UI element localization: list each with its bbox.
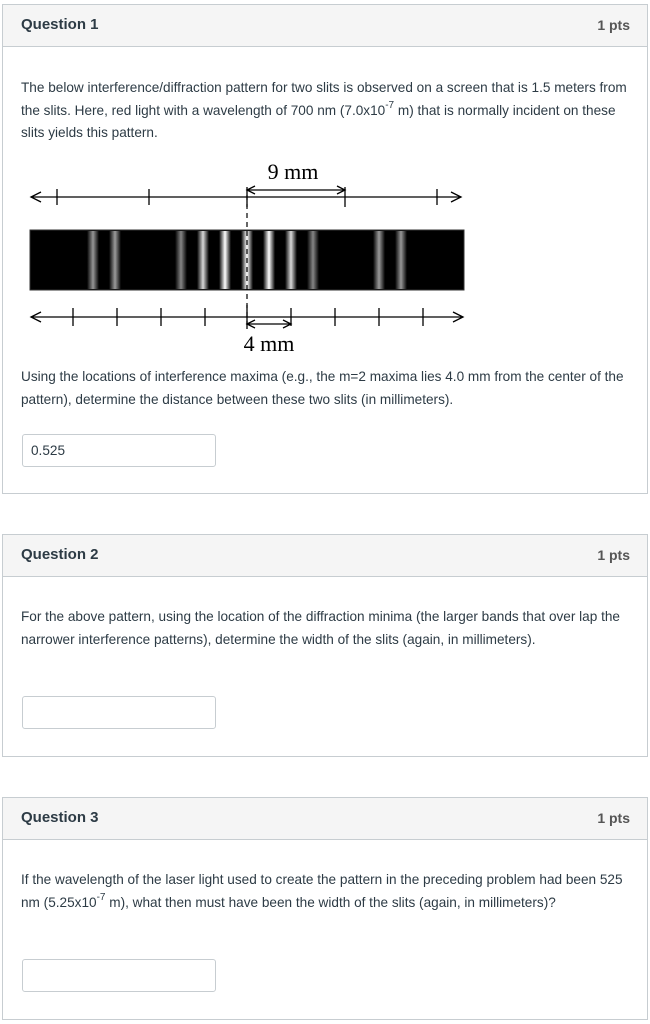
fringe <box>395 231 407 289</box>
interference-pattern-figure <box>3 153 649 353</box>
answer-input[interactable] <box>22 434 216 467</box>
question-1-card <box>2 4 648 494</box>
question-3-card <box>2 797 648 1020</box>
question-text: For the above pattern, using the location of the diffraction minima (the larger bands that over lap the narrower interference patterns), determine the width of the slits (again, in millimeters). <box>21 609 620 647</box>
question-points: 1 pts <box>597 547 630 563</box>
bottom-scale-line <box>31 305 463 329</box>
question-header <box>3 798 647 840</box>
question-points: 1 pts <box>597 17 630 33</box>
top-scale-label: 9 mm <box>267 159 319 184</box>
question-exponent: -7 <box>96 891 106 903</box>
question-header <box>3 5 647 47</box>
fringe <box>175 231 187 289</box>
top-scale-line <box>31 186 461 207</box>
answer-input[interactable] <box>22 959 216 992</box>
question-text: Using the locations of interference maxima (e.g., the m=2 maxima lies 4.0 mm from the center of the pattern), determine the distance between these two slits (in millimeters). <box>21 369 624 407</box>
intro-exponent: -7 <box>385 99 395 111</box>
fringe <box>197 231 209 289</box>
question-header <box>3 535 647 577</box>
question-title: Question 3 <box>21 809 99 826</box>
intro-text-part-a: The below interference/diffraction pattern for two slits is observed on a screen that is 1.5 meters from the slits. Here, red light with a wavelength of 700 nm (7.0x10 <box>21 80 627 118</box>
question-text <box>21 869 633 914</box>
intro-text-part-b: m) that is normally incident on these slits yields this pattern. <box>21 102 616 140</box>
question-points: 1 pts <box>597 810 630 826</box>
fringe <box>373 231 385 289</box>
fringe <box>307 231 319 289</box>
question-intro-text <box>21 77 633 145</box>
fringe <box>219 231 231 289</box>
fringe <box>263 231 275 289</box>
bottom-scale-label: 4 mm <box>243 331 295 353</box>
fringe <box>87 231 99 289</box>
question-title: Question 2 <box>21 546 99 563</box>
fringe <box>109 231 121 289</box>
answer-input[interactable] <box>22 696 216 729</box>
question-title: Question 1 <box>21 16 99 33</box>
question-text-part-a: If the wavelength of the laser light used to create the pattern in the preceding problem had been 525 nm (5.25x10 <box>21 872 623 910</box>
question-2-card <box>2 534 648 757</box>
fringe <box>285 231 297 289</box>
question-text-part-b: m), what then must have been the width of the slits (again, in millimeters)? <box>105 894 556 910</box>
